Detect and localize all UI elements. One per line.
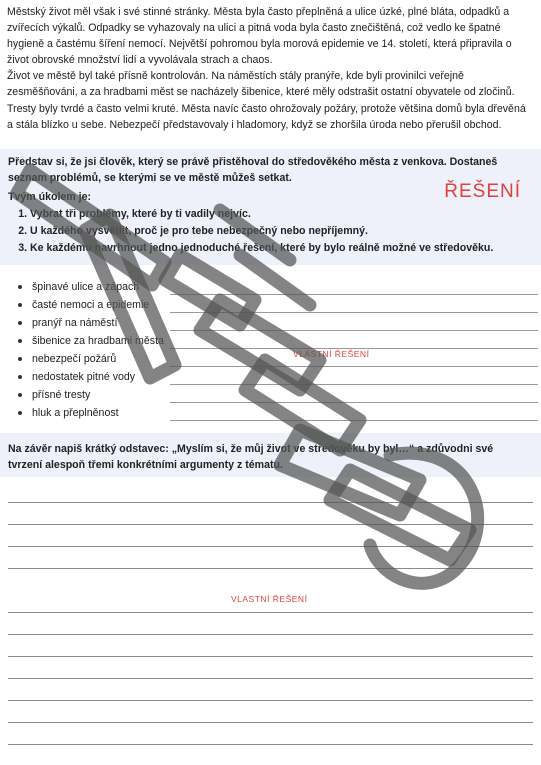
problem-label: hluk a přeplněnost xyxy=(32,407,119,419)
list-item xyxy=(18,279,538,297)
task-panel xyxy=(0,149,541,265)
writing-line[interactable] xyxy=(8,656,533,657)
problem-label: šibenice za hradbami města xyxy=(32,335,164,347)
own-solution-label: VLASTNÍ ŘEŠENÍ xyxy=(293,349,370,359)
own-solution-label: VLASTNÍ ŘEŠENÍ xyxy=(231,594,308,604)
problem-label: pranýř na náměstí xyxy=(32,317,118,329)
problem-label: špinavé ulice a zápach xyxy=(32,281,140,293)
list-item xyxy=(18,297,538,315)
intro-text xyxy=(7,4,533,133)
writing-line[interactable] xyxy=(8,678,533,679)
answer-line[interactable] xyxy=(170,420,538,421)
writing-line[interactable] xyxy=(8,612,533,613)
list-item xyxy=(18,405,538,423)
answer-line[interactable] xyxy=(170,312,538,313)
list-item xyxy=(18,387,538,405)
problem-label: přísné tresty xyxy=(32,389,91,401)
task-lead: Představ si, že jsi člověk, který se právě přistěhoval do středověkého města z venkova. Dostaneš seznam problémů, se kterými se ve městě můžeš setkat. xyxy=(8,156,498,184)
task-steps xyxy=(10,206,493,257)
writing-line[interactable] xyxy=(8,546,533,547)
answer-line[interactable] xyxy=(170,402,538,403)
problem-list xyxy=(18,279,538,423)
intro-paragraph-2: Život ve městě byl také přísně kontrolován. Na náměstích stály pranýře, kde byli provinilci veřejně zesměšňováni, a za hradbami měst se nacházely šibenice, které měly odstrašit ostatní obyvatele od zločinů. Tresty byly tvrdé a často velmi kruté. Města navíc často ohrožovaly požáry, protože většina domů byla dřevěná a stála blízko u sebe. Nebezpečí představovaly i hladomory, když se zhoršila úroda nebo přerušil obchod. xyxy=(7,70,526,131)
answer-line[interactable] xyxy=(170,384,538,385)
writing-line[interactable] xyxy=(8,634,533,635)
writing-line[interactable] xyxy=(8,744,533,745)
solution-heading: ŘEŠENÍ xyxy=(444,181,521,202)
problem-label: nedostatek pitné vody xyxy=(32,371,136,383)
list-item xyxy=(18,333,538,351)
problem-label: časté nemoci a epidemie xyxy=(32,299,150,311)
answer-line[interactable] xyxy=(170,294,538,295)
writing-line[interactable] xyxy=(8,568,533,569)
list-item xyxy=(18,369,538,387)
list-item xyxy=(18,315,538,333)
writing-line[interactable] xyxy=(8,524,533,525)
task-step: 2. U každého vysvětlit, proč je pro tebe nebezpečný nebo nepříjemný. xyxy=(30,223,493,240)
final-task-text: Na závěr napiš krátký odstavec: „Myslím si, že můj život ve středověku by byl…“ a zdůvodni své tvrzení alespoň třemi konkrétními argumenty z tématu. xyxy=(8,443,494,471)
task-step: 1. Vybrat tři problémy, které by ti vadily nejvíc. xyxy=(30,206,493,223)
writing-line[interactable] xyxy=(8,700,533,701)
writing-line[interactable] xyxy=(8,502,533,503)
intro-paragraph-1: Městský život měl však i své stinné stránky. Města byla často přeplněná a ulice úzké, plné bláta, odpadků a zvířecích výkalů. Odpadky se vyhazovaly na ulici a pitná voda byla často znečištěná, což vedlo ke špatné hygieně a častému šíření nemocí. Největší pohromou byla morová epidemie ve 14. století, která připravila o život obrovské množství lidí a vyvolávala strach a chaos. xyxy=(7,6,512,67)
answer-line[interactable] xyxy=(170,366,538,367)
problem-label: nebezpečí požárů xyxy=(32,353,117,365)
list-item xyxy=(18,351,538,369)
final-task-panel xyxy=(0,433,541,477)
answer-line[interactable] xyxy=(170,330,538,331)
task-step: 3. Ke každému navrhnout jedno jednoduché řešení, které by bylo reálně možné ve středověku. xyxy=(30,240,493,257)
task-subheading: Tvým úkolem je: xyxy=(8,191,92,203)
writing-line[interactable] xyxy=(8,722,533,723)
